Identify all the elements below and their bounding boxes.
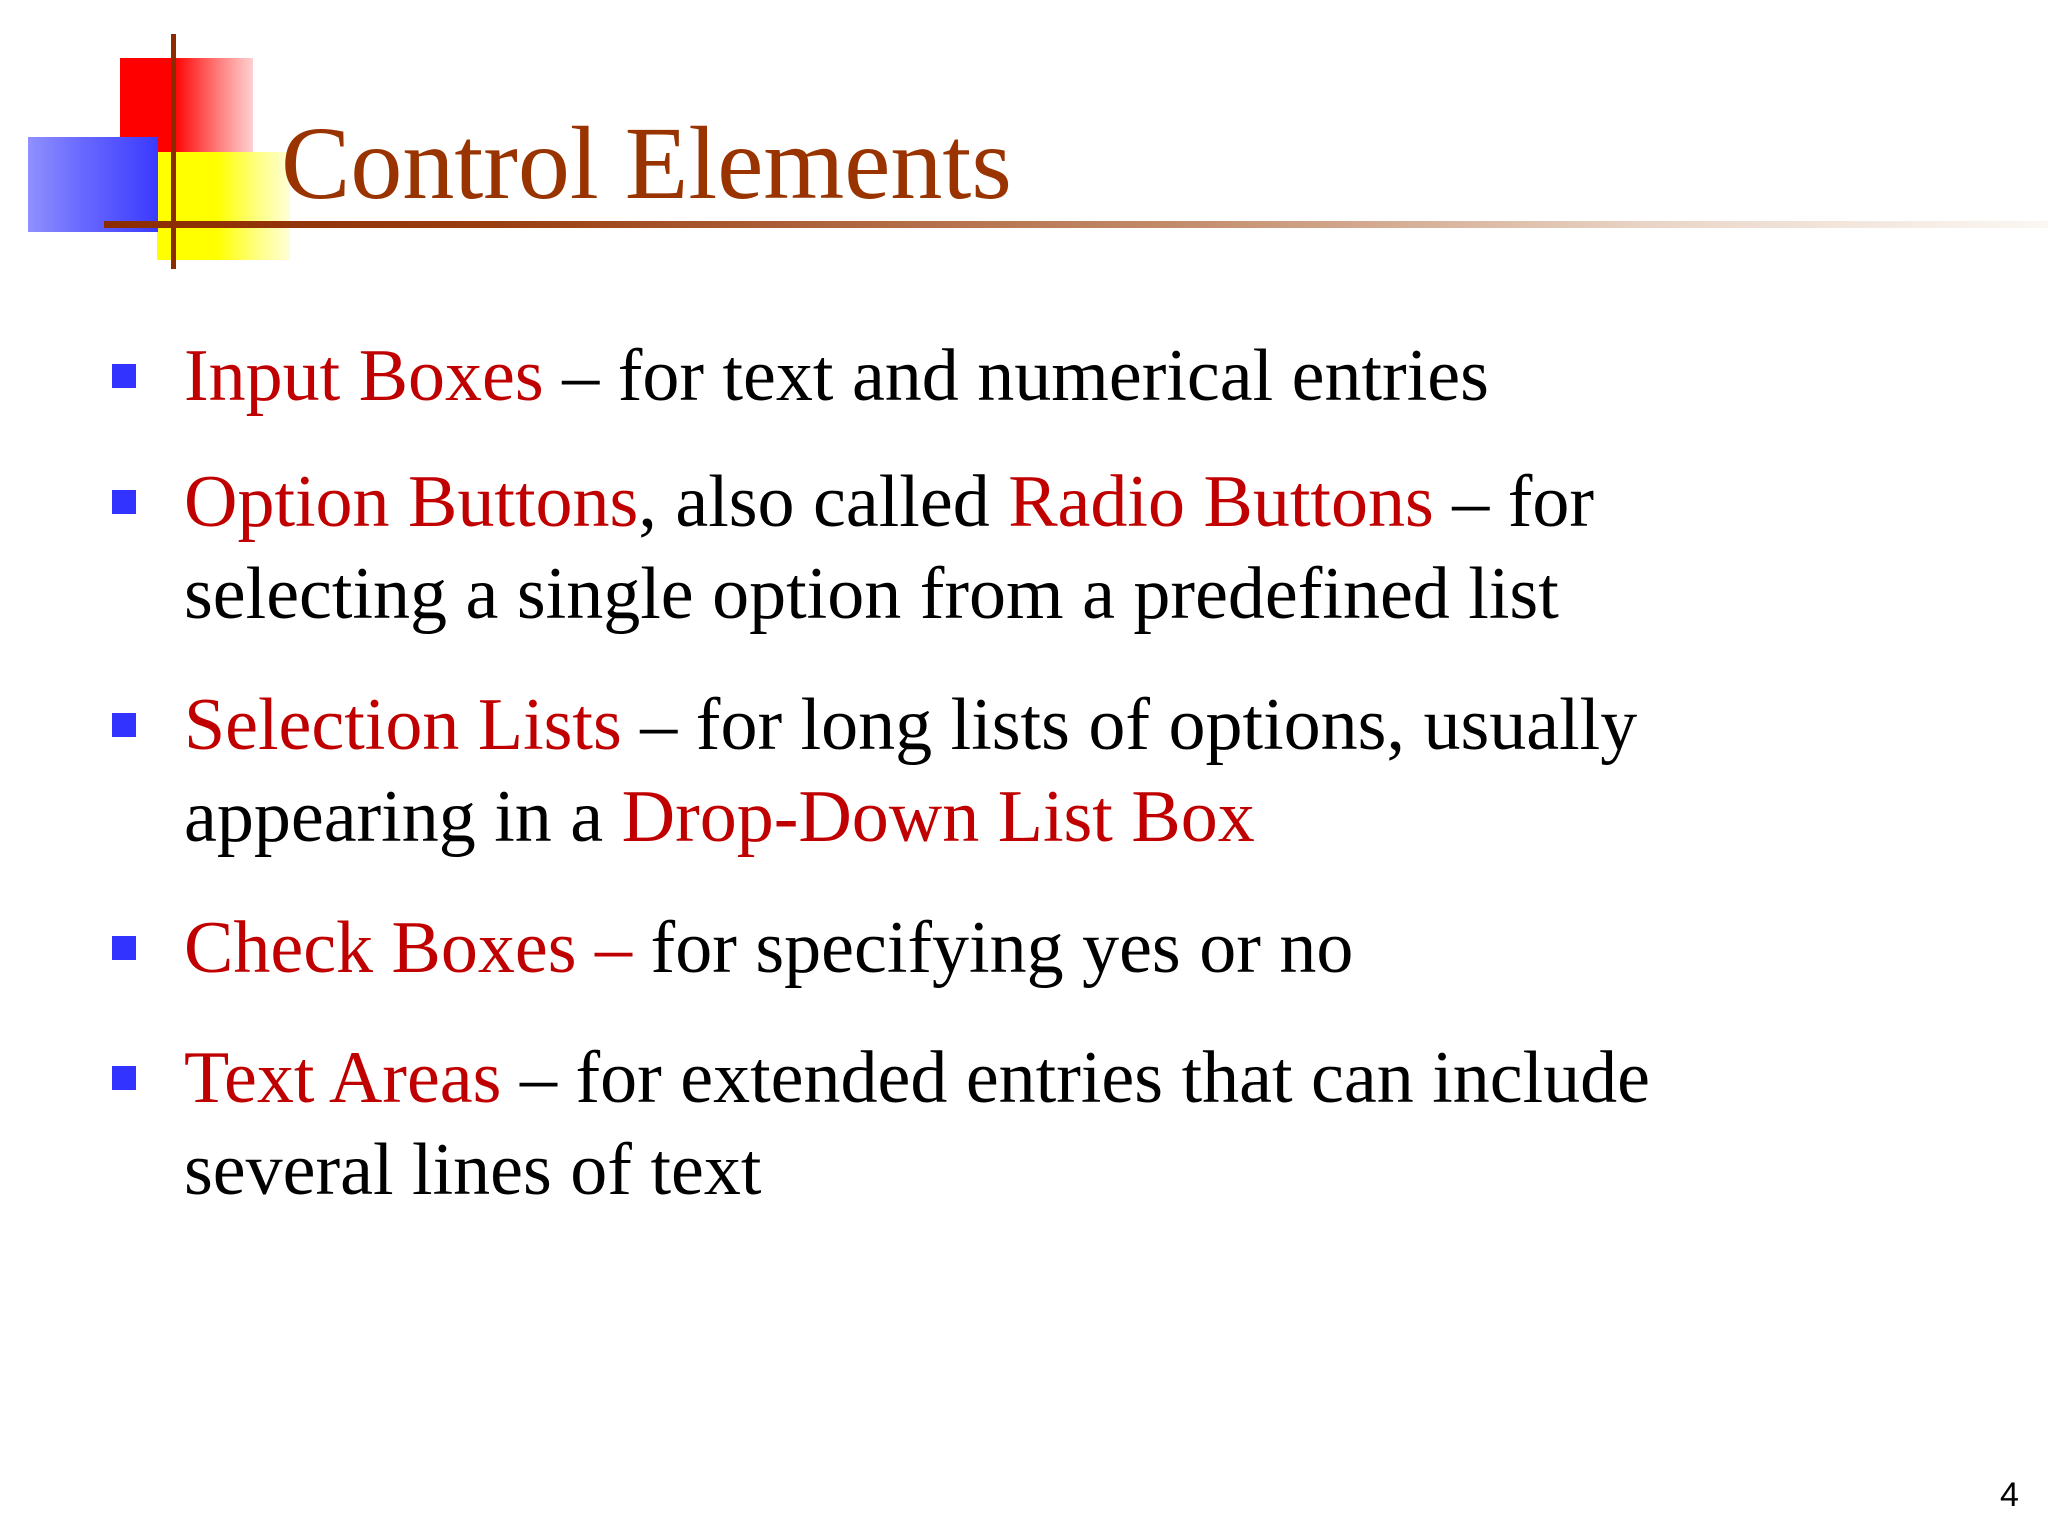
bullet-term: Check Boxes –: [184, 907, 633, 989]
page-number: 4: [2000, 1476, 2019, 1514]
bullet-term: Selection Lists: [184, 684, 622, 766]
bullet-text: for specifying yes or no: [632, 907, 1354, 989]
square-bullet-icon: [112, 713, 136, 737]
bullet-item-option-buttons: [184, 456, 1834, 640]
bullet-item-input-boxes: [184, 330, 1834, 422]
square-bullet-icon: [112, 364, 136, 388]
bullet-item-check-boxes: [184, 902, 1834, 994]
square-bullet-icon: [112, 490, 136, 514]
bullet-term: Input Boxes: [184, 335, 544, 417]
bullet-item-text-areas: [184, 1032, 1834, 1216]
bullet-text: – for long lists of options, usually appearing in a: [184, 684, 1638, 858]
bullet-term-secondary: Drop-Down List Box: [621, 776, 1255, 858]
bullet-term-secondary: Radio Buttons: [1008, 461, 1434, 543]
bullet-term: Text Areas: [184, 1037, 502, 1119]
square-bullet-icon: [112, 936, 136, 960]
logo-blue-square: [28, 137, 158, 232]
logo-vertical-line: [171, 34, 176, 269]
bullet-text: – for selecting a single option from a predefined list: [184, 461, 1595, 635]
bullet-item-selection-lists: [184, 679, 1834, 863]
bullet-term: Option Buttons: [184, 461, 639, 543]
bullet-text: – for text and numerical entries: [543, 335, 1489, 417]
slide-title: Control Elements: [281, 106, 1012, 221]
bullet-text: , also called: [638, 461, 1009, 543]
bullet-text: – for extended entries that can include several lines of text: [184, 1037, 1651, 1211]
square-bullet-icon: [112, 1066, 136, 1090]
logo-yellow-square: [157, 152, 290, 260]
